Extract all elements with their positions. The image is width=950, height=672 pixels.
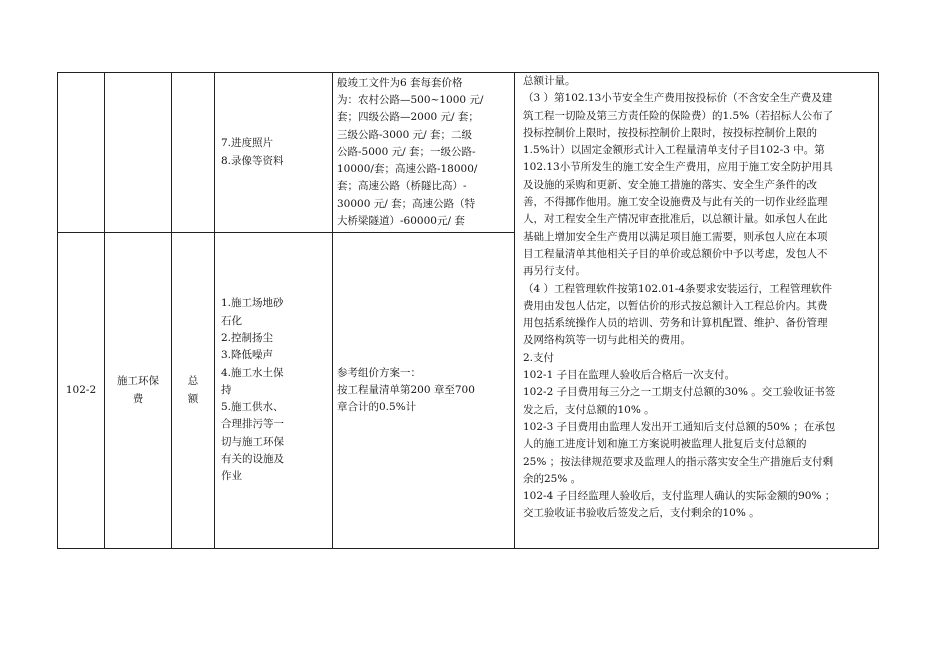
description-line: 发之后，支付总额的10% 。 [523, 403, 655, 416]
description-line: 交工验收证书验收后签发之后，支付剩余的10% 。 [523, 507, 760, 520]
item-name-cell [105, 233, 172, 549]
description-line: 102-1 子目在监理人验收后合格后一次支付。 [523, 369, 736, 382]
payment-spec-table [57, 72, 879, 549]
work-content-line: 合理排污等一 [221, 418, 284, 431]
unit-line: 总 [187, 375, 199, 388]
work-content-line: 有关的设施及 [221, 453, 284, 466]
description-line: 102-4 子目经监理人验收后，支付监理人确认的实际金额的90% ； [523, 490, 836, 503]
description-line: 及设施的采购和更新、安全施工措施的落实、安全生产条件的改 [523, 178, 817, 191]
table-row [58, 73, 879, 233]
description-line: 人的施工进度计划和施工方案说明被监理人批复后支付总额的 [523, 438, 807, 451]
description-line: 目工程量清单其他相关子目的单价或总额价中予以考虑，发包人不 [523, 247, 828, 260]
description-line: 筑工程一切险及第三方责任险的保险费）的1.5%（若招标人公布了 [523, 109, 834, 122]
description-line: 投标控制价上限时，按投标控制价上限时，按投标控制价上限的 [523, 126, 817, 139]
pricing-line: 大桥梁隧道）-60000元/ 套 [337, 215, 465, 228]
pricing-line: 为：农村公路—500~1000 元/ [337, 93, 484, 106]
work-content-line: 作业 [221, 470, 242, 483]
item-code-cell [58, 73, 105, 233]
description-line: 用包括系统操作人员的培训、劳务和计算机配置、维护、备份管理 [523, 317, 828, 330]
pricing-line: 参考组价方案一： [337, 366, 421, 379]
description-line: 余的25% 。 [523, 472, 582, 485]
description-line: 再另行支付。 [523, 265, 586, 278]
item-code-cell [58, 233, 105, 549]
work-content-line: 4.施工水土保 [221, 366, 284, 379]
pricing-line: 套；四级公路—2000 元/ 套； [337, 111, 479, 124]
work-content-line: 持 [221, 383, 232, 396]
description-line: （4 ）工程管理软件按第102.01-4条要求安装运行，工程管理软件 [523, 282, 832, 295]
description-line: 善，不得挪作他用。施工安全设施费及与此有关的一切作业经监理 [523, 196, 828, 209]
description-line: 基础上增加安全生产费用以满足项目施工需要，则承包人应在本项 [523, 230, 828, 243]
pricing-line: 30000 元/ 套；高速公路（特 [337, 197, 476, 210]
pricing-line: 10000/套；高速公路-18000/ [337, 163, 478, 176]
work-content-line: 5.施工供水、 [221, 401, 284, 414]
measurement-payment-cell [515, 73, 879, 549]
description-line: （3 ）第102.13小节安全生产费用按投标价（不含安全生产费及建 [523, 92, 833, 105]
item-name-line: 费 [132, 392, 144, 405]
pricing-line: 公路-5000 元/ 套；一级公路- [337, 145, 476, 158]
unit-cell [172, 73, 215, 233]
pricing-line: 章合计的0.5%计 [337, 401, 417, 414]
pricing-line: 按工程量清单第200 章至700 [337, 383, 475, 396]
unit-line: 额 [187, 392, 199, 405]
pricing-line: 般竣工文件为6 套每套价格 [337, 76, 463, 89]
work-content-line: 1.施工场地砂 [221, 297, 284, 310]
item-name-cell [105, 73, 172, 233]
description-line: 102-2 子目费用每三分之一工期支付总额的30% 。交工验收证书签 [523, 386, 836, 399]
description-line: 25% ；按法律规范要求及监理人的指示落实安全生产措施后支付剩 [523, 455, 834, 468]
description-line: 及网络构筑等一切与此相关的费用。 [523, 334, 691, 347]
description-line: 2.支付 [523, 351, 555, 364]
work-content-line: 3.降低噪声 [221, 349, 274, 362]
work-content-line: 石化 [221, 314, 242, 327]
item-code: 102-2 [65, 383, 97, 396]
work-content-line: 7.进度照片 [221, 137, 274, 150]
work-content-line: 切与施工环保 [221, 435, 284, 448]
pricing-line: 三级公路-3000 元/ 套；二级 [337, 128, 472, 141]
work-content-line: 8.录像等资料 [221, 154, 284, 167]
work-content-cell [215, 233, 333, 549]
description-line: 费用由发包人估定，以暂估价的形式按总额计入工程总价内。其费 [523, 299, 828, 312]
pricing-cell [333, 73, 515, 233]
pricing-line: 套；高速公路（桥隧比高）- [337, 180, 467, 193]
work-content-line: 2.控制扬尘 [221, 331, 274, 344]
description-line: 102-3 子目费用由监理人发出开工通知后支付总额的50% ；在承包 [523, 420, 836, 433]
description-line: 人，对工程安全生产情况审查批准后，以总额计量。如承包人在此 [523, 213, 828, 226]
work-content-cell [215, 73, 333, 233]
description-line: 1.5%计）以固定金额形式计入工程量清单支付子目102-3 中。第 [523, 144, 825, 157]
description-line: 102.13小节所发生的施工安全生产费用，应用于施工安全防护用具 [523, 161, 833, 174]
pricing-cell [333, 233, 515, 549]
description-line: 总额计量。 [523, 75, 576, 87]
item-name-line: 施工环保 [117, 375, 159, 388]
unit-cell [172, 233, 215, 549]
